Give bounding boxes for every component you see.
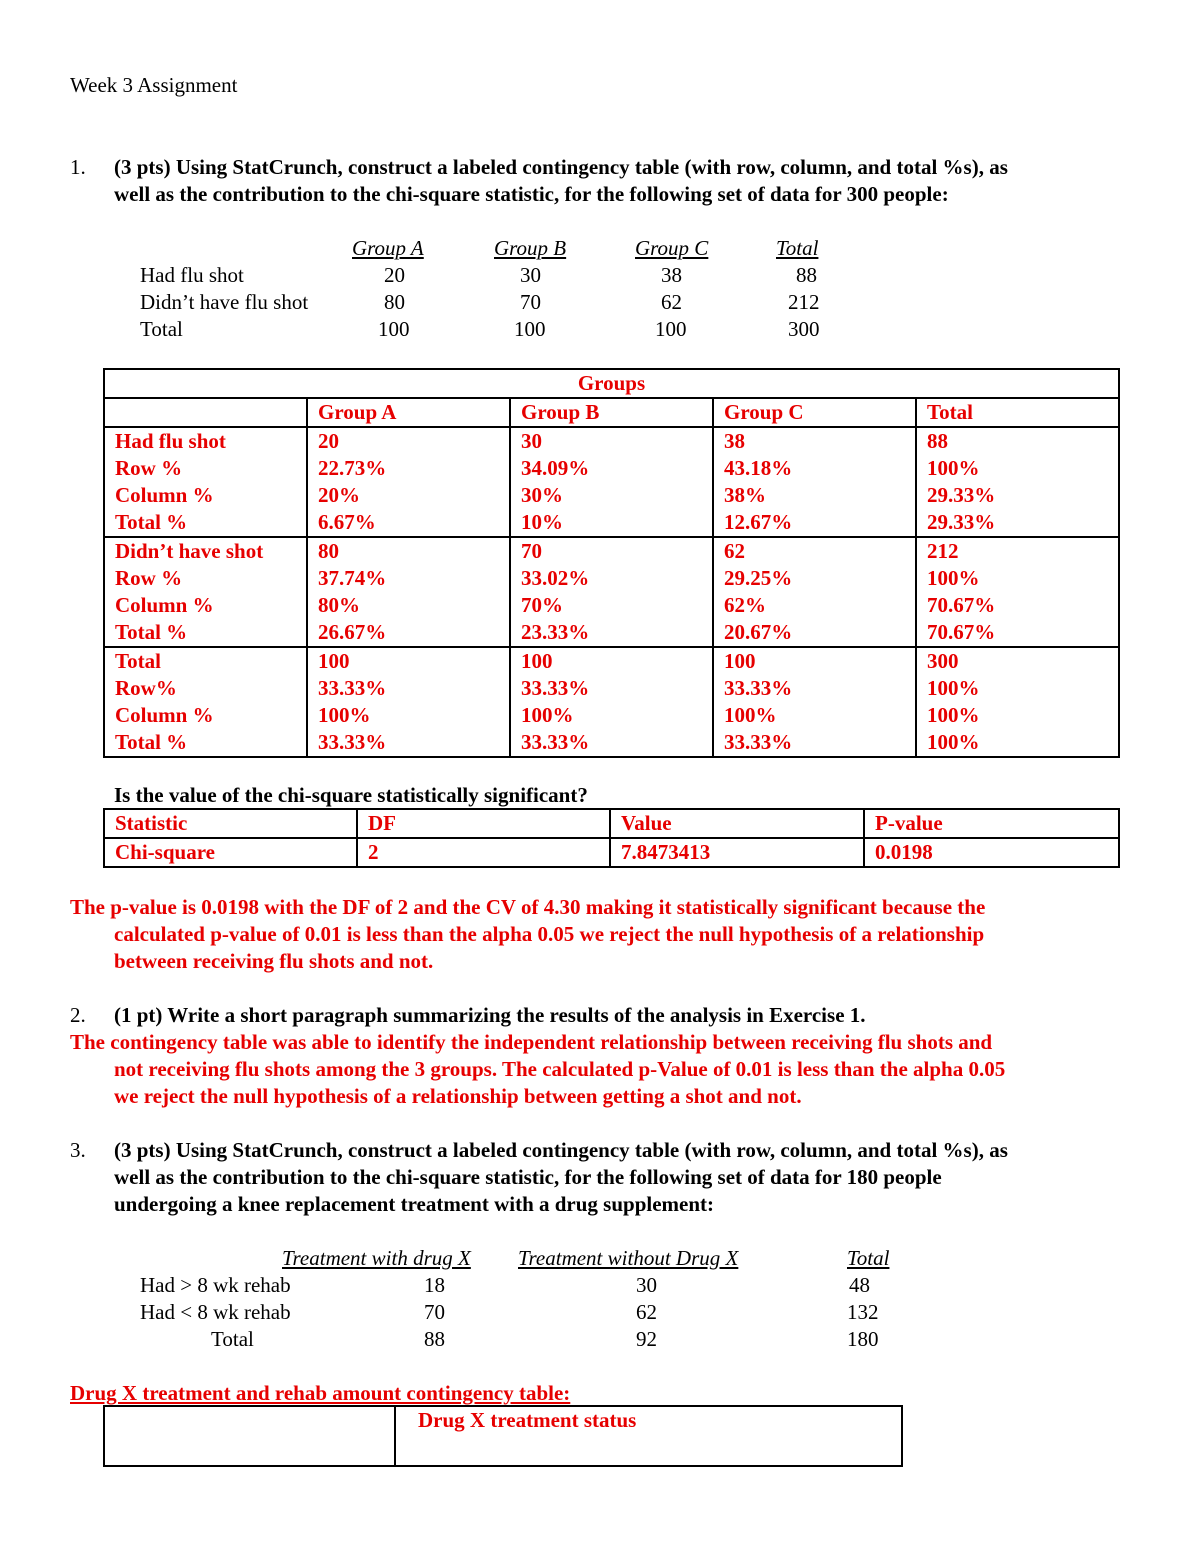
q1-cell: 300 [788,317,820,341]
q3-cell: 18 [424,1273,445,1297]
q3-contingency-header: Drug X treatment status [395,1406,902,1466]
cell-value: 70% [521,593,563,617]
q3-row-label: Had > 8 wk rehab [140,1273,291,1297]
stats-header: P-value [864,809,1119,838]
stats-table [103,808,1120,868]
cell-value: 6.67% [318,510,376,534]
block-cell [916,647,1119,757]
q3-number: 3. [70,1138,86,1162]
q3-contingency-table [103,1405,903,1467]
q1-prompt-line2: well as the contribution to the chi-square statistic, for the following set of data for 300 people: [114,182,949,206]
q3-cell: 92 [636,1327,657,1351]
cell-value: 100% [927,730,980,754]
q1-cell: 62 [661,290,682,314]
q2-answer-line1: The contingency table was able to identify the independent relationship between receiving flu shots and [70,1030,993,1054]
cell-value: 80 [318,539,339,563]
block-label: Column % [115,703,214,727]
q1-data-row [0,262,1200,289]
q1-row-label: Total [140,317,183,341]
q1-row-label: Didn’t have flu shot [140,290,309,314]
cell-value: 100% [927,676,980,700]
q2-prompt: (1 pt) Write a short paragraph summarizing the results of the analysis in Exercise 1. [114,1003,866,1027]
cell-value: 33.33% [724,730,793,754]
significance-question: Is the value of the chi-square statistically significant? [114,783,588,807]
q3-header-total: Total [847,1246,890,1270]
cell-value: 20.67% [724,620,793,644]
contingency-block-had-flu-shot [104,427,1119,537]
q2-answer-line3: we reject the null hypothesis of a relationship between getting a shot and not. [114,1084,802,1108]
stats-cell: Chi-square [104,838,357,867]
q3-cell: 70 [424,1300,445,1324]
q1-data-row [0,289,1200,316]
q3-answer-title: Drug X treatment and rehab amount contingency table: [70,1381,571,1405]
q1-prompt-line1: (3 pts) Using StatCrunch, construct a labeled contingency table (with row, column, and total %s), as [114,155,1008,179]
q1-data-row [0,316,1200,343]
q1-header-group-a: Group A [352,236,424,260]
cell-value: 37.74% [318,566,387,590]
cell-value: 33.02% [521,566,590,590]
q3-data-row [0,1299,1200,1326]
cell-value: 30 [521,429,542,453]
q1-cell: 38 [661,263,682,287]
q1-cell: 100 [378,317,410,341]
cell-value: 100 [724,649,756,673]
contingency-header-group-c: Group C [713,398,916,427]
contingency-block-total [104,647,1119,757]
cell-value: 70 [521,539,542,563]
cell-value: 20 [318,429,339,453]
cell-value: 212 [927,539,959,563]
block-cell [307,537,510,647]
q3-prompt-line3: undergoing a knee replacement treatment with a drug supplement: [114,1192,715,1216]
block-labels [104,647,307,757]
contingency-header-group-a: Group A [307,398,510,427]
contingency-header-total: Total [916,398,1119,427]
q3-prompt-line1: (3 pts) Using StatCrunch, construct a labeled contingency table (with row, column, and total %s), as [114,1138,1008,1162]
block-cell [713,647,916,757]
cell-value: 26.67% [318,620,387,644]
stats-cell: 0.0198 [864,838,1119,867]
q3-data-table [0,1245,1200,1353]
q3-data-header-row [0,1245,1200,1272]
cell-value: 10% [521,510,563,534]
cell-value: 43.18% [724,456,793,480]
q3-data-row [0,1272,1200,1299]
cell-value: 62% [724,593,766,617]
q1-data-header-row [0,235,1200,262]
q1-header-total: Total [776,236,819,260]
block-label: Row % [115,456,183,480]
cell-value: 23.33% [521,620,590,644]
q1-cell: 212 [788,290,820,314]
cell-value: 100% [521,703,574,727]
cell-value: 29.25% [724,566,793,590]
contingency-title: Groups [104,369,1119,398]
block-label: Had flu shot [115,429,226,453]
q3-prompt-line2: well as the contribution to the chi-square statistic, for the following set of data for 180 people [114,1165,942,1189]
q3-cell: 88 [424,1327,445,1351]
page-title: Week 3 Assignment [70,73,238,97]
q1-cell: 100 [655,317,687,341]
cell-value: 62 [724,539,745,563]
q3-header-without-drug: Treatment without Drug X [518,1246,739,1270]
q1-answer-line3: between receiving flu shots and not. [114,949,434,973]
q2-answer-line2: not receiving flu shots among the 3 groups. The calculated p-Value of 0.01 is less than the alpha 0.05 [114,1057,1006,1081]
q1-contingency-table [103,368,1120,758]
cell-value: 100 [521,649,553,673]
cell-value: 38 [724,429,745,453]
block-labels [104,537,307,647]
block-cell [916,537,1119,647]
cell-value: 29.33% [927,483,996,507]
cell-value: 29.33% [927,510,996,534]
contingency-header-group-b: Group B [510,398,713,427]
cell-value: 100% [724,703,777,727]
block-label: Didn’t have shot [115,539,264,563]
block-label: Total % [115,620,188,644]
cell-value: 100% [927,566,980,590]
block-cell [510,537,713,647]
q1-header-group-c: Group C [635,236,709,260]
block-labels [104,427,307,537]
q3-contingency-corner [104,1406,395,1466]
q1-header-group-b: Group B [494,236,567,260]
block-label: Column % [115,593,214,617]
contingency-block-didnt-have-shot [104,537,1119,647]
q3-cell: 62 [636,1300,657,1324]
block-cell [307,647,510,757]
block-cell [713,537,916,647]
cell-value: 34.09% [521,456,590,480]
q3-cell: 48 [849,1273,870,1297]
stats-cell: 7.8473413 [610,838,864,867]
contingency-corner [104,398,307,427]
stats-header: Statistic [104,809,357,838]
block-label: Row% [115,676,177,700]
block-label: Total % [115,730,188,754]
q2-number: 2. [70,1003,86,1027]
cell-value: 33.33% [318,676,387,700]
cell-value: 33.33% [318,730,387,754]
q1-cell: 88 [796,263,817,287]
q3-data-row [0,1326,1200,1353]
cell-value: 33.33% [724,676,793,700]
q1-data-table [0,235,1200,343]
block-label: Column % [115,483,214,507]
cell-value: 70.67% [927,620,996,644]
block-cell [916,427,1119,537]
cell-value: 33.33% [521,676,590,700]
q3-cell: 30 [636,1273,657,1297]
q1-cell: 80 [384,290,405,314]
q3-row-label: Total [211,1327,254,1351]
cell-value: 300 [927,649,959,673]
q3-cell: 180 [847,1327,879,1351]
q3-header-with-drug: Treatment with drug X [282,1246,471,1270]
q1-number: 1. [70,155,86,179]
cell-value: 100% [318,703,371,727]
cell-value: 88 [927,429,948,453]
stats-header: DF [357,809,610,838]
cell-value: 22.73% [318,456,387,480]
cell-value: 100 [318,649,350,673]
cell-value: 100% [927,456,980,480]
cell-value: 80% [318,593,360,617]
cell-value: 100% [927,703,980,727]
cell-value: 70.67% [927,593,996,617]
q1-row-label: Had flu shot [140,263,244,287]
block-label: Total [115,649,161,673]
q3-row-label: Had < 8 wk rehab [140,1300,291,1324]
cell-value: 30% [521,483,563,507]
cell-value: 12.67% [724,510,793,534]
q1-cell: 30 [520,263,541,287]
stats-header: Value [610,809,864,838]
q1-answer-line1: The p-value is 0.0198 with the DF of 2 and the CV of 4.30 making it statistically significant because the [70,895,986,919]
q3-cell: 132 [847,1300,879,1324]
q1-answer-line2: calculated p-value of 0.01 is less than the alpha 0.05 we reject the null hypothesis of a relationship [114,922,985,946]
block-cell [307,427,510,537]
block-cell [510,427,713,537]
q1-cell: 20 [384,263,405,287]
cell-value: 33.33% [521,730,590,754]
q1-cell: 70 [520,290,541,314]
stats-cell: 2 [357,838,610,867]
block-label: Total % [115,510,188,534]
block-cell [713,427,916,537]
cell-value: 38% [724,483,766,507]
block-cell [510,647,713,757]
q1-cell: 100 [514,317,546,341]
cell-value: 20% [318,483,360,507]
block-label: Row % [115,566,183,590]
